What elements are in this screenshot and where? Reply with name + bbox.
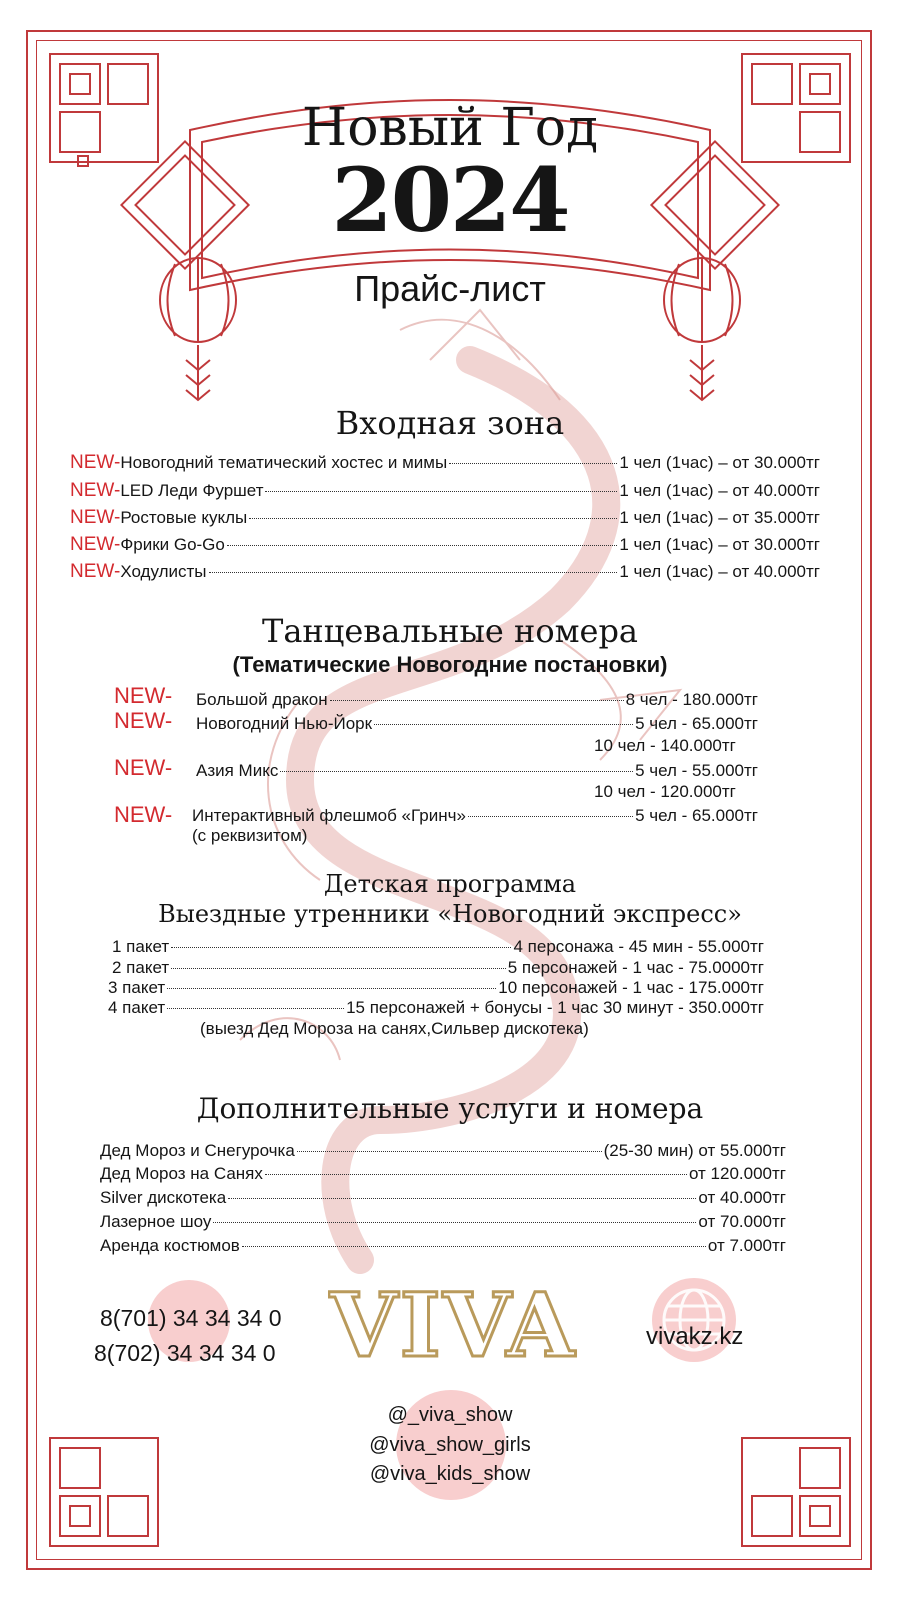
- entry-zone-heading: Входная зона: [335, 404, 565, 442]
- dance-item-extra: (с реквизитом): [192, 826, 308, 845]
- kids-package: 2 пакет 5 персонажей - 1 час - 75.0000тг: [112, 958, 764, 977]
- entry-item: NEW- Ходулисты 1 чел (1час) – от 40.000тг: [70, 561, 820, 582]
- dance-item: Интерактивный флешмоб «Гринч» 5 чел - 65.000тг: [192, 806, 758, 825]
- new-tag: NEW-: [114, 755, 173, 780]
- kids-note: (выезд Дед Мороза на санях,Сильвер дискотека): [200, 1019, 589, 1038]
- instagram-handle[interactable]: @_viva_show: [387, 1404, 513, 1426]
- kids-package: 4 пакет 15 персонажей + бонусы - 1 час 30 минут - 350.000тг: [108, 998, 764, 1017]
- extra-item: Лазерное шоу от 70.000тг: [100, 1212, 786, 1231]
- title-year: 2024: [331, 148, 569, 252]
- entry-item: NEW- Фрики Go-Go 1 чел (1час) – от 30.000тг: [70, 534, 820, 555]
- dance-subheading: (Тематические Новогодние постановки): [232, 652, 668, 677]
- entry-item: NEW- Новогодний тематический хостес и мимы 1 чел (1час) – от 30.000тг: [70, 452, 820, 473]
- website-link[interactable]: vivakz.kz: [646, 1323, 744, 1350]
- kids-heading: Детская программа: [323, 870, 577, 898]
- price-list-subtitle: Прайс-лист: [354, 268, 546, 309]
- extra-heading: Дополнительные услуги и номера: [196, 1092, 704, 1125]
- viva-logo-text: VIVA: [329, 1278, 577, 1368]
- entry-item: NEW- LED Леди Фуршет 1 чел (1час) – от 40.000тг: [70, 480, 820, 501]
- instagram-handle[interactable]: @viva_show_girls: [369, 1434, 531, 1456]
- extra-item: Аренда костюмов от 7.000тг: [100, 1236, 786, 1255]
- phone-number-1[interactable]: 8(701) 34 34 34 0: [100, 1305, 282, 1331]
- viva-logo: [328, 1278, 578, 1368]
- dance-item: Большой дракон 8 чел - 180.000тг: [196, 690, 758, 709]
- new-tag: NEW-: [114, 802, 173, 827]
- title-new-year: Новый Год: [301, 98, 599, 158]
- kids-package: 1 пакет 4 персонажа - 45 мин - 55.000тг: [112, 937, 764, 956]
- kids-subheading: Выездные утренники «Новогодний экспресс»: [158, 900, 742, 928]
- dance-item: Азия Микс 5 чел - 55.000тг: [196, 761, 758, 780]
- dance-item-extra: 10 чел - 120.000тг: [594, 782, 736, 801]
- new-tag: NEW-: [114, 708, 173, 733]
- kids-package: 3 пакет 10 персонажей - 1 час - 175.000тг: [108, 978, 764, 997]
- entry-item: NEW- Ростовые куклы 1 чел (1час) – от 35.000тг: [70, 507, 820, 528]
- dance-item: Новогодний Нью-Йорк 5 чел - 65.000тг: [196, 714, 758, 733]
- dance-item-extra: 10 чел - 140.000тг: [594, 736, 736, 755]
- instagram-handle[interactable]: @viva_kids_show: [369, 1463, 531, 1485]
- extra-item: Silver дискотека от 40.000тг: [100, 1188, 786, 1207]
- phone-number-2[interactable]: 8(702) 34 34 34 0: [94, 1340, 276, 1366]
- new-tag: NEW-: [114, 683, 173, 708]
- extra-item: Дед Мороз и Снегурочка (25-30 мин) от 55.000тг: [100, 1141, 786, 1160]
- extra-item: Дед Мороз на Санях от 120.000тг: [100, 1164, 786, 1183]
- dance-heading: Танцевальные номера: [262, 612, 638, 650]
